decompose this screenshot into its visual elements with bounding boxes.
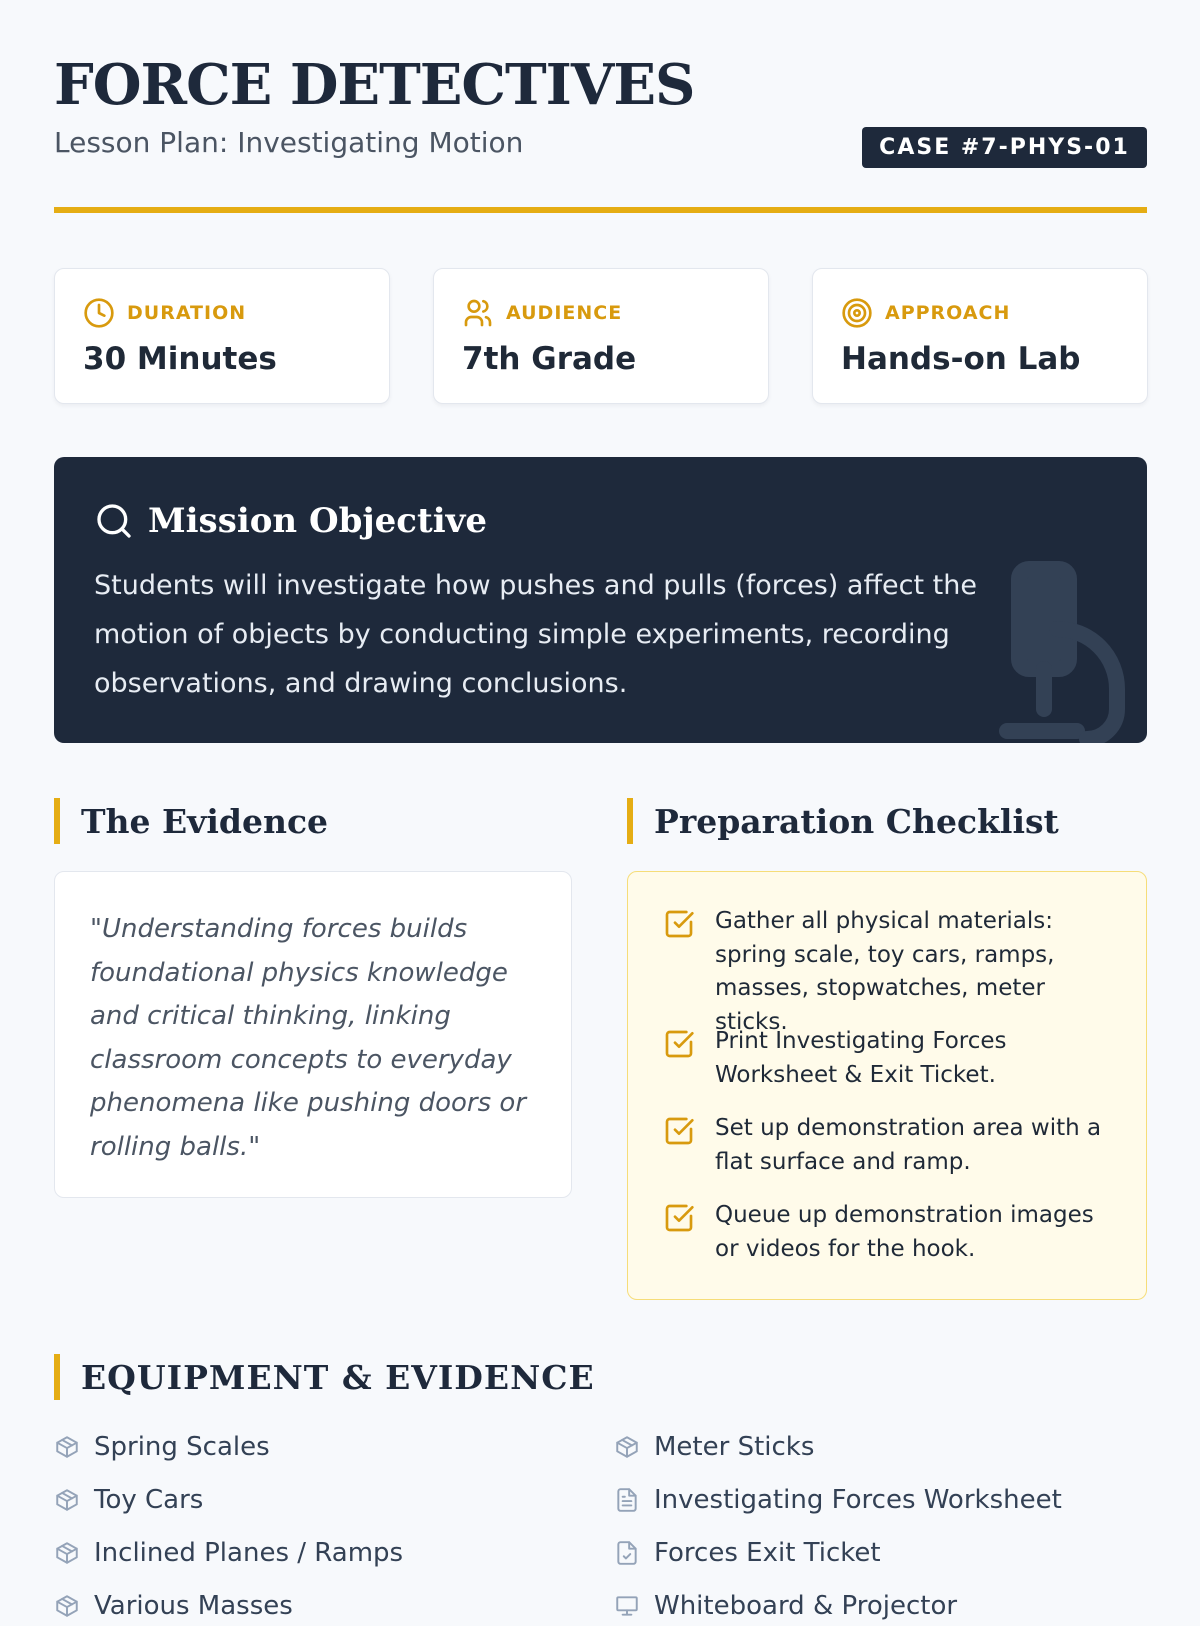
stat-card-duration bbox=[54, 268, 390, 404]
ticket-document-icon bbox=[614, 1540, 640, 1566]
equipment-item-label: Toy Cars bbox=[94, 1485, 204, 1515]
clock-icon bbox=[83, 297, 115, 329]
checklist-item-text: Set up demonstration area with a flat surface and ramp. bbox=[715, 1115, 1102, 1175]
equipment-item bbox=[614, 1586, 957, 1626]
lesson-stats bbox=[54, 268, 1147, 404]
equipment-item bbox=[54, 1480, 203, 1520]
checklist-item bbox=[663, 1025, 1113, 1092]
stat-value: 7th Grade bbox=[462, 341, 637, 377]
equipment-item bbox=[54, 1586, 293, 1626]
box-icon bbox=[54, 1540, 80, 1566]
presentation-icon bbox=[614, 1593, 640, 1619]
checkbox-checked-icon bbox=[663, 908, 695, 940]
stat-value: Hands-on Lab bbox=[841, 341, 1081, 377]
users-icon bbox=[462, 297, 494, 329]
page-subtitle: Lesson Plan: Investigating Motion bbox=[54, 126, 524, 159]
equipment-item-label: Investigating Forces Worksheet bbox=[654, 1485, 1062, 1515]
mission-text: Students will investigate how pushes and pulls (forces) affect the motion of objects by conducting simple experiments, recording observations, and drawing conclusions. bbox=[94, 570, 977, 699]
box-icon bbox=[54, 1487, 80, 1513]
equipment-item-label: Meter Sticks bbox=[654, 1432, 815, 1462]
stat-value: 30 Minutes bbox=[83, 341, 277, 377]
header-divider bbox=[54, 207, 1147, 213]
checkbox-checked-icon bbox=[663, 1202, 695, 1234]
box-icon bbox=[614, 1434, 640, 1460]
checklist-item-text: Queue up demonstration images or videos for the hook. bbox=[715, 1202, 1094, 1262]
stat-card-approach bbox=[812, 268, 1148, 404]
preparation-checklist bbox=[627, 871, 1147, 1300]
equipment-item bbox=[614, 1427, 814, 1467]
stat-label: AUDIENCE bbox=[506, 302, 623, 324]
equipment-item bbox=[614, 1533, 881, 1573]
equipment-item bbox=[614, 1480, 1062, 1520]
equipment-item bbox=[54, 1533, 403, 1573]
checklist-item-text: Print Investigating Forces Worksheet & Exit Ticket. bbox=[715, 1028, 1007, 1088]
checklist-item-text: Gather all physical materials: spring scale, toy cars, ramps, masses, stopwatches, meter sticks. bbox=[715, 908, 1055, 1035]
evidence-quote: "Understanding forces builds foundational physics knowledge and critical thinking, linking classroom concepts to everyday phenomena like pushing doors or rolling balls." bbox=[90, 914, 527, 1162]
equipment-item-label: Spring Scales bbox=[94, 1432, 270, 1462]
equipment-item bbox=[54, 1427, 270, 1467]
checklist-item bbox=[663, 1199, 1113, 1266]
equipment-item-label: Whiteboard & Projector bbox=[654, 1591, 958, 1621]
case-badge: CASE #7-PHYS-01 bbox=[862, 127, 1147, 168]
document-icon bbox=[614, 1487, 640, 1513]
page-title: FORCE DETECTIVES bbox=[54, 52, 695, 118]
lesson-plan-page bbox=[54, 0, 1147, 1621]
equipment-item-label: Forces Exit Ticket bbox=[654, 1538, 881, 1568]
checklist-item bbox=[663, 905, 1113, 1039]
equipment-item-label: Inclined Planes / Ramps bbox=[94, 1538, 404, 1568]
stat-label: APPROACH bbox=[885, 302, 1011, 324]
equipment-heading: EQUIPMENT & EVIDENCE bbox=[54, 1354, 595, 1400]
mission-objective-panel bbox=[54, 457, 1147, 743]
checklist-item bbox=[663, 1112, 1113, 1179]
search-icon bbox=[94, 501, 134, 541]
box-icon bbox=[54, 1434, 80, 1460]
mission-title: Mission Objective bbox=[148, 501, 488, 541]
stat-label: DURATION bbox=[127, 302, 247, 324]
box-icon bbox=[54, 1593, 80, 1619]
checkbox-checked-icon bbox=[663, 1028, 695, 1060]
evidence-card bbox=[54, 871, 572, 1198]
checklist-heading: Preparation Checklist bbox=[627, 798, 1059, 844]
checkbox-checked-icon bbox=[663, 1115, 695, 1147]
stat-card-audience bbox=[433, 268, 769, 404]
evidence-heading: The Evidence bbox=[54, 798, 328, 844]
equipment-item-label: Various Masses bbox=[94, 1591, 293, 1621]
target-icon bbox=[841, 297, 873, 329]
